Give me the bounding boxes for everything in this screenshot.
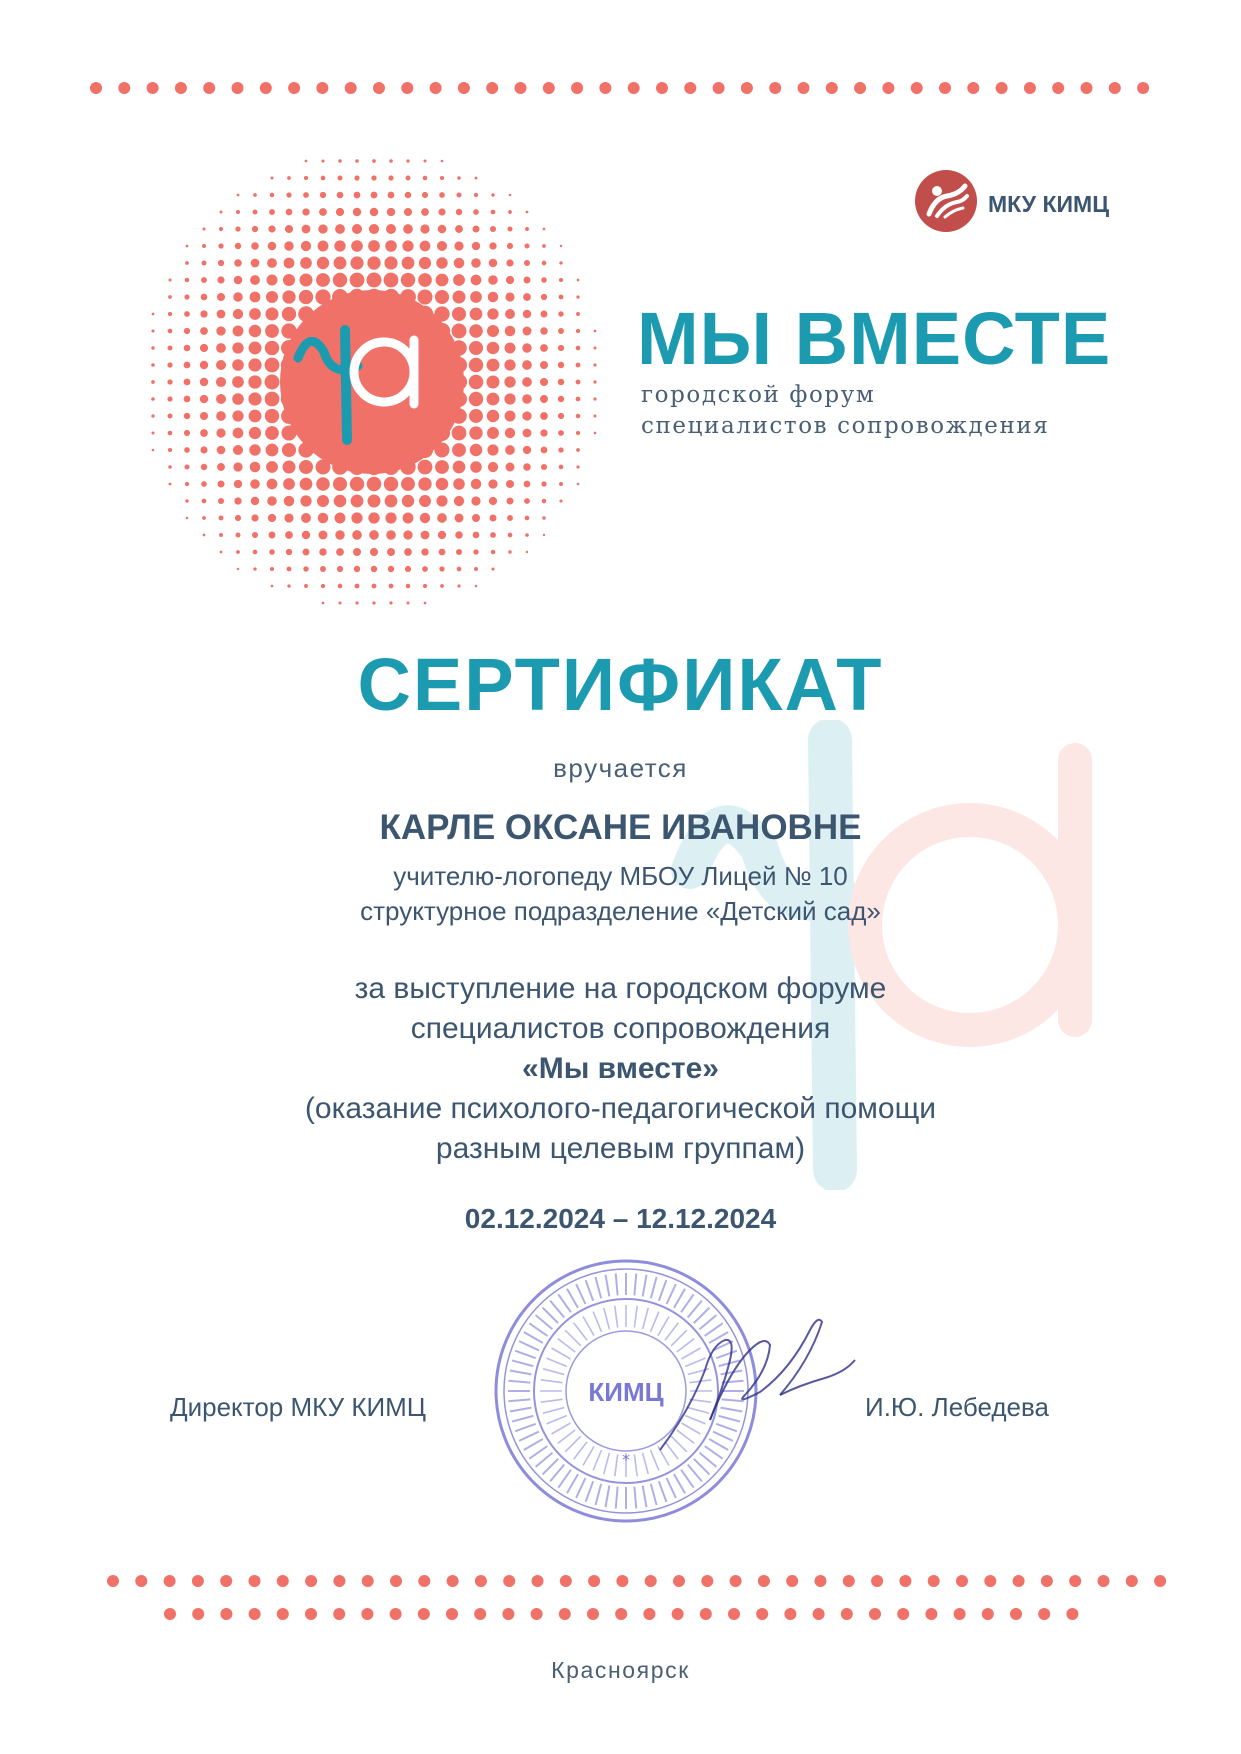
reason-line1: за выступление на городском форуме <box>354 972 887 1005</box>
reason-line5: разным целевым группам) <box>435 1132 806 1165</box>
forum-title: МЫ ВМЕСТЕ <box>637 297 1112 380</box>
recipient-name: КАРЛЕ ОКСАНЕ ИВАНОВНЕ <box>379 808 862 847</box>
recipient-position-line1: учителю-логопеду МБОУ Лицей № 10 <box>393 861 848 891</box>
people-leaf-icon <box>915 170 977 232</box>
forum-subtitle-line1: городской форум <box>641 382 876 408</box>
reason-line4: (оказание психолого-педагогической помощи <box>304 1092 937 1125</box>
director-label: Директор МКУ КИМЦ <box>170 1392 427 1422</box>
awarded-to-label: вручается <box>553 753 688 783</box>
svg-text:*: * <box>622 1450 630 1469</box>
recipient-position-line2: структурное подразделение «Детский сад» <box>360 896 881 926</box>
reason-line2: специалистов сопровождения <box>410 1012 831 1045</box>
certificate-title: СЕРТИФИКАТ <box>357 643 884 726</box>
top-dot-border <box>0 78 1241 98</box>
org-name: МКУ КИМЦ <box>988 191 1109 217</box>
director-name: И.Ю. Лебедева <box>865 1392 1049 1422</box>
event-dates: 02.12.2024 – 12.12.2024 <box>464 1203 777 1234</box>
city-footer: Красноярск <box>551 1657 690 1683</box>
forum-subtitle-line2: специалистов сопровождения <box>641 413 1050 439</box>
bottom-dot-border-2 <box>0 1604 1241 1624</box>
stamp-center-text: КИМЦ <box>588 1377 664 1407</box>
reason-event-name: «Мы вместе» <box>522 1052 719 1085</box>
bottom-dot-border-1 <box>0 1571 1241 1591</box>
handwritten-signature-icon <box>650 1300 860 1460</box>
psi-a-logo-icon <box>280 300 440 460</box>
org-logo-badge <box>915 170 977 232</box>
